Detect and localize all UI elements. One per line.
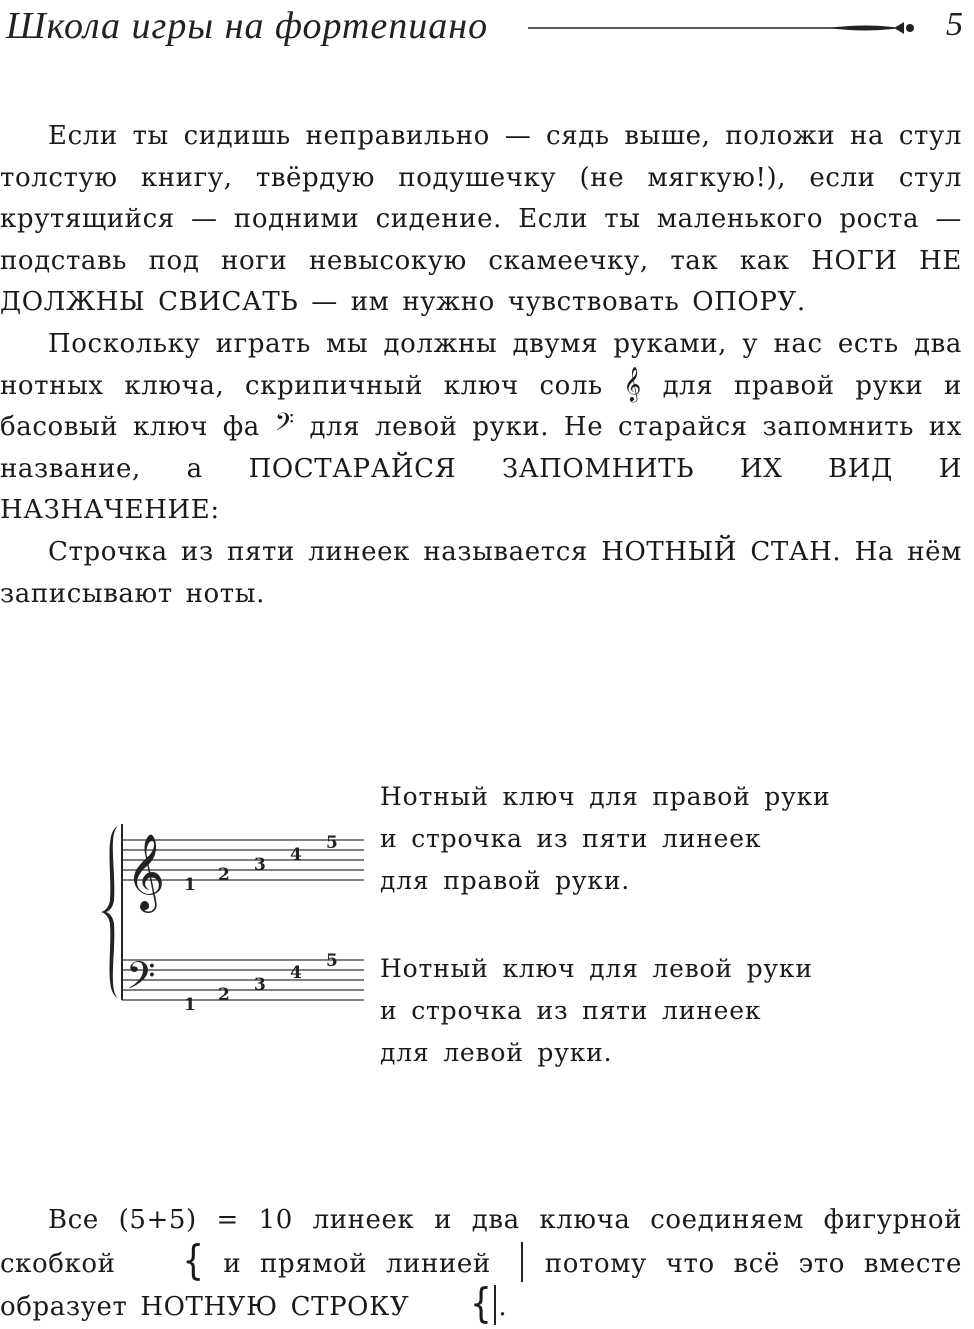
caption-line: и строчка из пяти линеек [380,996,762,1025]
page-number: 5 [946,6,963,43]
caption-line: для левой руки. [380,1038,613,1067]
caption-line: и строчка из пяти линеек [380,824,762,853]
caption-line: Нотный ключ для правой руки [380,782,831,811]
treble-line-number: 3 [254,855,266,875]
caption-line: для правой руки. [380,866,631,895]
treble-clef-icon: 𝄞 [623,366,642,402]
header-rule-ornament [528,20,928,36]
paragraph-seating: Если ты сидишь неправильно — сядь выше, положи на стул толстую книгу, твёрдую подушечку (не мягкую!), если стул крутящийся — подними сидение. Если ты маленького роста — подставь под ноги невысокую скамеечку, так как НОГИ НЕ ДОЛЖНЫ СВИСАТЬ — им нужно чувствовать ОПОРУ. [0,121,962,318]
main-text [0,116,962,615]
bass-line-number: 3 [254,975,266,995]
bass-line-number: 5 [326,951,338,971]
bass-line-number: 2 [218,985,230,1005]
bass-clef-icon: 𝄢 [274,408,295,444]
treble-clef-icon: 𝄞 [126,833,166,910]
paragraph-staff: Строчка из пяти линеек называется НОТНЫЙ СТАН. На нём записывают ноты. [0,536,962,609]
bass-line-number: 4 [290,963,302,983]
running-title: Школа игры на фортепиано [6,5,489,47]
bottom-text [0,1200,962,1329]
bass-clef-icon: 𝄢 [126,953,156,1007]
paragraph-grand-staff: Все (5+5) = 10 линеек и два ключа соединяем фигурной скобкой { и прямой линией потому что всё это вместе образует НОТНУЮ СТРОКУ { . [0,1205,962,1329]
treble-line-number: 4 [290,845,302,865]
treble-line-number: 2 [218,865,230,885]
bass-line-number: 1 [184,995,196,1012]
page-header [0,0,974,60]
paragraph-clefs: Поскольку играть мы должны двумя руками, у нас есть два нотных ключа, скрипичный ключ соль 𝄞 для правой руки и басовый ключ фа 𝄢 для левой руки. Не старайся запомнить их название, а ПОСТАРАЙСЯ ЗАПОМНИТЬ ИХ ВИД И НАЗНАЧЕНИЕ: [0,328,962,526]
vertical-line-icon [494,1285,496,1325]
grand-staff-diagram [96,812,376,1012]
caption-line: Нотный ключ для левой руки [380,954,813,983]
caption-right-hand [380,776,831,902]
treble-line-number: 5 [326,833,338,853]
caption-left-hand [380,948,813,1074]
treble-line-number: 1 [184,875,196,895]
brace-icon: { [470,1280,493,1329]
brace-icon: { [182,1236,205,1285]
brace-icon [100,826,118,998]
vertical-line-icon [521,1242,523,1282]
